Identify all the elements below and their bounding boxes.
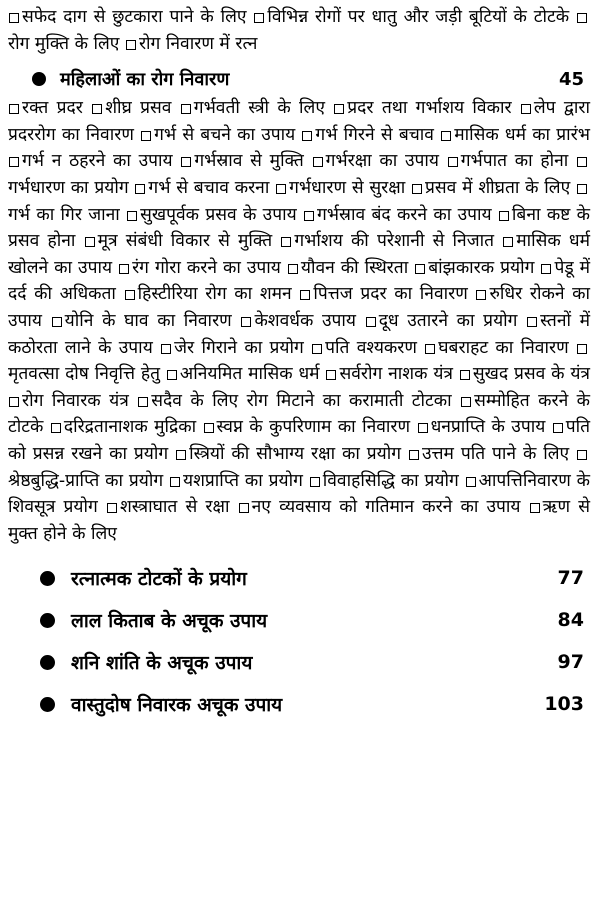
list-item: गर्भस्राव बंद करने का उपाय [303, 205, 492, 225]
intro-items [8, 4, 590, 57]
list-item: विवाहसिद्धि का प्रयोग [309, 471, 459, 491]
chapter-page-number: 84 [557, 609, 584, 632]
checkbox-icon [126, 40, 136, 50]
list-item: स्वप्न के कुपरिणाम का निवारण [203, 417, 411, 437]
checkbox-icon [281, 237, 291, 247]
list-item: श्रेष्ठबुद्धि-प्राप्ति का प्रयोग [8, 444, 590, 491]
checkbox-icon [541, 264, 551, 274]
checkbox-icon [161, 344, 171, 354]
chapter-heading [8, 641, 590, 683]
checkbox-icon [466, 477, 476, 487]
list-item: गर्भ का गिर जाना [8, 178, 590, 225]
list-item: पति वश्यकरण [311, 338, 417, 358]
list-item: नए व्यवसाय को गतिमान करने का उपाय [238, 497, 521, 517]
checkbox-icon [9, 397, 19, 407]
checkbox-icon [9, 13, 19, 23]
checkbox-icon [312, 344, 322, 354]
checkbox-icon [138, 397, 148, 407]
checkbox-icon [425, 344, 435, 354]
chapter-page-number: 97 [557, 651, 584, 674]
section-items [8, 95, 590, 547]
checkbox-icon [181, 157, 191, 167]
chapter-title: वास्तुदोष निवारक अचूक उपाय [71, 694, 283, 717]
list-item: धनप्राप्ति के उपाय [417, 417, 546, 437]
checkbox-icon [418, 423, 428, 433]
checkbox-icon [521, 104, 531, 114]
list-item: जेर गिराने का प्रयोग [160, 338, 304, 358]
list-item: ऋण से मुक्त होने के लिए [8, 497, 590, 544]
checkbox-icon [241, 317, 251, 327]
bullet-icon [32, 72, 46, 86]
checkbox-icon [119, 264, 129, 274]
checkbox-icon [577, 13, 587, 23]
checkbox-icon [92, 104, 102, 114]
list-item: पति को प्रसन्न रखने का प्रयोग [8, 417, 591, 464]
list-item: यशप्राप्ति का प्रयोग [169, 471, 303, 491]
chapter-heading [8, 599, 590, 641]
chapter-list [8, 557, 590, 725]
list-item: गर्भ न ठहरने का उपाय [8, 151, 173, 171]
checkbox-icon [141, 131, 151, 141]
list-item: गर्भ से बचने का उपाय [140, 125, 295, 145]
list-item: दूध उतारने का प्रयोग [365, 311, 518, 331]
checkbox-icon [52, 317, 62, 327]
chapter-title: शनि शांति के अचूक उपाय [71, 652, 253, 675]
list-item: बांझकारक प्रयोग [414, 258, 534, 278]
list-item: गर्भवती स्त्री के लिए [180, 98, 325, 118]
list-item: हिस्टीरिया रोग का शमन [124, 284, 292, 304]
checkbox-icon [326, 370, 336, 380]
section-heading [8, 65, 590, 93]
list-item: सर्वरोग नाशक यंत्र [325, 364, 453, 384]
checkbox-icon [125, 290, 135, 300]
checkbox-icon [302, 131, 312, 141]
checkbox-icon [366, 317, 376, 327]
list-item: विभिन्न रोगों पर धातु और जड़ी बूटियों के टोटके [253, 7, 576, 27]
checkbox-icon [9, 157, 19, 167]
list-item: पेडू में दर्द की अधिकता [8, 257, 591, 305]
list-item: बिना कष्ट के प्रसव होना [8, 204, 591, 252]
list-item: मृतवत्सा दोष निवृत्ति हेतु [8, 338, 590, 385]
chapter-page-number: 103 [544, 693, 584, 716]
bullet-icon [40, 655, 55, 670]
list-item: लेप द्वारा प्रदररोग का निवारण [8, 98, 590, 145]
list-item: यौवन की स्थिरता [287, 258, 408, 278]
list-item: रुधिर रोकने का उपाय [8, 284, 591, 331]
checkbox-icon [254, 13, 264, 23]
chapter-title: लाल किताब के अचूक उपाय [71, 610, 268, 633]
list-item: सुखद प्रसव के यंत्र [459, 364, 590, 384]
list-item: प्रसव में शीघ्रता के लिए [411, 178, 570, 198]
list-item: स्त्रियों की सौभाग्य रक्षा का प्रयोग [175, 444, 401, 464]
list-item: मासिक धर्म का प्रारंभ [440, 125, 590, 145]
chapter-page-number: 77 [557, 567, 584, 590]
chapter-title: रत्नात्मक टोटकों के प्रयोग [71, 568, 247, 591]
section-title: महिलाओं का रोग निवारण [60, 69, 230, 91]
checkbox-icon [204, 423, 214, 433]
checkbox-icon [107, 503, 117, 513]
list-item: गर्भधारण का प्रयोग [8, 151, 590, 198]
list-item: सम्मोहित करने के टोटके [8, 390, 591, 438]
list-item: रंग गोरा करने का उपाय [118, 258, 281, 278]
checkbox-icon [461, 397, 471, 407]
checkbox-icon [288, 264, 298, 274]
checkbox-icon [448, 157, 458, 167]
checkbox-icon [9, 104, 19, 114]
list-item: रोग निवारक यंत्र [8, 391, 129, 411]
checkbox-icon [577, 184, 587, 194]
checkbox-icon [276, 184, 286, 194]
list-item: गर्भरक्षा का उपाय [312, 151, 439, 171]
checkbox-icon [127, 211, 137, 221]
list-item: मूत्र संबंधी विकार से मुक्ति [84, 231, 273, 251]
list-item: मासिक धर्म खोलने का उपाय [8, 231, 590, 278]
list-item: शीघ्र प्रसव [91, 98, 171, 118]
checkbox-icon [412, 184, 422, 194]
bullet-icon [40, 571, 55, 586]
bullet-icon [40, 697, 55, 712]
chapter-heading [8, 557, 590, 599]
list-item: योनि के घाव का निवारण [51, 311, 232, 331]
list-item: सफेद दाग से छुटकारा पाने के लिए [8, 7, 253, 27]
list-item: रोग मुक्ति के लिए [8, 7, 590, 54]
checkbox-icon [553, 423, 563, 433]
list-item: पित्तज प्रदर का निवारण [299, 284, 467, 304]
checkbox-icon [460, 370, 470, 380]
list-item: आपत्तिनिवारण के शिवसूत्र प्रयोग [8, 470, 591, 518]
checkbox-icon [577, 450, 587, 460]
checkbox-icon [300, 290, 310, 300]
list-item: रक्त प्रदर [8, 98, 83, 118]
checkbox-icon [239, 503, 249, 513]
checkbox-icon [577, 344, 587, 354]
list-item: गर्भस्राव से मुक्ति [180, 151, 303, 171]
checkbox-icon [409, 450, 419, 460]
list-item: घबराहट का निवारण [424, 338, 568, 358]
checkbox-icon [167, 370, 177, 380]
list-item: दरिद्रतानाशक मुद्रिका [50, 417, 196, 437]
checkbox-icon [499, 211, 509, 221]
checkbox-icon [415, 264, 425, 274]
checkbox-icon [170, 477, 180, 487]
checkbox-icon [310, 477, 320, 487]
list-item: गर्भ गिरने से बचाव [301, 125, 434, 145]
list-item: अनियमित मासिक धर्म [166, 364, 320, 384]
checkbox-icon [503, 237, 513, 247]
checkbox-icon [51, 423, 61, 433]
checkbox-icon [577, 157, 587, 167]
list-item: केशवर्धक उपाय [240, 311, 356, 331]
list-item: गर्भपात का होना [447, 151, 569, 171]
checkbox-icon [530, 503, 540, 513]
checkbox-icon [334, 104, 344, 114]
chapter-heading [8, 683, 590, 725]
list-item: सदैव के लिए रोग मिटाने का करामाती टोटका [137, 391, 451, 411]
checkbox-icon [176, 450, 186, 460]
list-item: उत्तम पति पाने के लिए [408, 444, 569, 464]
list-item: प्रदर तथा गर्भाशय विकार [333, 98, 511, 118]
checkbox-icon [527, 317, 537, 327]
checkbox-icon [441, 131, 451, 141]
list-item: स्तनों में कठोरता लाने के उपाय [8, 310, 591, 358]
list-item: गर्भाशय की परेशानी से निजात [280, 231, 494, 251]
checkbox-icon [181, 104, 191, 114]
section-page-number: 45 [558, 68, 584, 90]
checkbox-icon [476, 290, 486, 300]
list-item: सुखपूर्वक प्रसव के उपाय [126, 205, 297, 225]
checkbox-icon [135, 184, 145, 194]
checkbox-icon [304, 211, 314, 221]
list-item: गर्भ से बचाव करना [134, 178, 269, 198]
list-item: रोग निवारण में रत्न [125, 34, 258, 54]
list-item: शस्त्राघात से रक्षा [106, 497, 230, 517]
list-item: गर्भधारण से सुरक्षा [275, 178, 405, 198]
bullet-icon [40, 613, 55, 628]
checkbox-icon [313, 157, 323, 167]
checkbox-icon [85, 237, 95, 247]
